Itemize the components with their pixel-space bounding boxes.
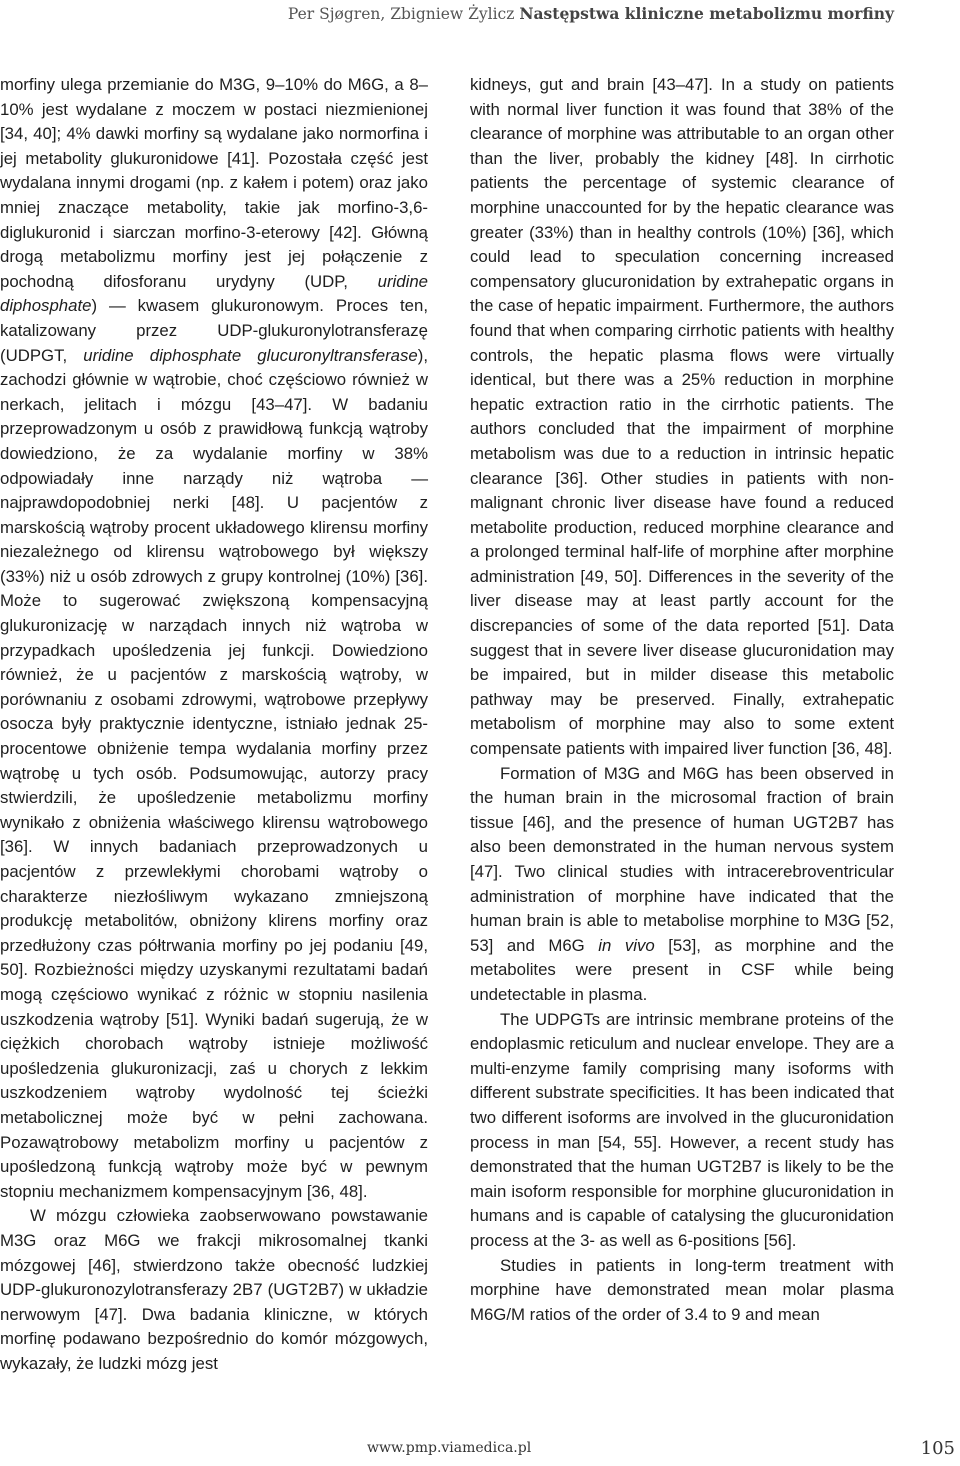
left-p1-italic-2: uridine diphosphate glucuronyltransferase <box>83 345 418 365</box>
left-paragraph-2: W mózgu człowieka zaobserwowano powstawanie M3G oraz M6G we frakcji mikrosomalnej tkanki mózgowej [46], stwierdzono także obecność ludzkiej UDP-glukuronozylotransferazy 2B7 (UGT2B7) w układzie nerwowym [47]. Dwa badania kliniczne, w których morfinę podawano bezpośrednio do komór mózgowych, wykazały, że ludzki mózg jest <box>0 1206 428 1373</box>
right-paragraph-2 <box>470 762 894 1008</box>
right-p2-text-b: [53], as morphine and the metabolites were present in CSF while being undetectable in plasma. <box>470 935 894 1004</box>
left-paragraph-1 <box>0 73 428 1204</box>
page-number: 105 <box>920 1438 955 1459</box>
header-authors: Per Sjøgren, Zbigniew Żylicz <box>287 5 515 23</box>
left-p1-text-b: ) — kwasem glukuronowym. Proces ten, katalizowany przez UDP-glukuronylotransferazę (UDPGT, <box>0 296 428 365</box>
right-paragraph-3: The UDPGTs are intrinsic membrane proteins of the endoplasmic reticulum and nuclear envelope. They are a multi-enzyme family comprising many isoforms with different substrate specificities. It has been indicated that two different isoforms are involved in the glucuronidation process in man [54, 55]. However, a recent study has demonstrated that the human UGT2B7 is likely to be the main isoform responsible for morphine glucuronidation in humans and is capable of catalysing the glucuronidation process at the 3- as well as 6-positions [56]. <box>470 1009 894 1250</box>
right-paragraph-1: kidneys, gut and brain [43–47]. In a study on patients with normal liver function it was found that 38% of the clearance of morphine was attributable to an organ other than the liver, probably the kidney [48]. In cirrhotic patients the percentage of systemic clearance of morphine unaccounted for by the hepatic clearance was greater (33%) than in healthy controls (10%) [36], which could lead to speculation concerning increased compensatory glucuronidation by extrahepatic organs in the case of hepatic impairment. Furthermore, the authors found that when comparing cirrhotic patients with healthy controls, the hepatic plasma flows were virtually identical, but there was a 25% reduction in morphine hepatic extraction ratio in the cirrhotic patients. The authors concluded that the impairment of morphine metabolism was due to a reduction in intrinsic hepatic clearance [36]. Other studies in patients with non-malignant chronic liver disease have found a reduced metabolite production, reduced morphine clearance and a prolonged terminal half-life of morphine after morphine administration [49, 50]. Differences in the severity of the liver disease may at least partly account for the discrepancies of some of the data reported [51]. Data suggest that in severe liver disease glucuronidation may be impaired, but in milder disease this metabolic pathway may be preserved. Finally, extrahepatic metabolism of morphine may also to some extent compensate patients with impaired liver function [36, 48]. <box>470 75 894 759</box>
footer-url[interactable]: www.pmp.viamedica.pl <box>367 1440 532 1456</box>
right-p2-text-a: Formation of M3G and M6G has been observed in the human brain in the microsomal fraction of brain tissue [46], and the presence of human UGT2B7 has also been demonstrated in the human nervous system [47]. Two clinical studies with intracerebroventricular administration of morphine have indicated that the human brain is able to metabolise morphine to M3G [52, 53] and M6G <box>470 763 894 955</box>
left-p1-text-c: ), zachodzi głównie w wątrobie, choć częściowo również w nerkach, jelitach i mózgu [43–47]. W badaniu przeprowadzonym u osób z prawidłową funkcją wątroby dowiedziono, że za wydalanie morfiny w 38% odpowiadały inne narządy niż wątroba — najprawdopodobniej nerki [48]. U pacjentów z marskością wątroby procent układowego klirensu morfiny niezależnego od klirensu wątrobowego był większy (33%) niż u osób zdrowych z grupy kontrolnej (10%) [36]. Może to sugerować zwiększoną kompensacyjną glukuronizację w narządach innych niż wątroba w przypadkach upośledzenia jej funkcji. Dowiedziono również, że u pacjentów z marskością wątroby, w porównaniu z osobami zdrowymi, wątrobowe przepływy osocza były praktycznie identyczne, istniało jednak 25-procentowe obniżenie tempa wydalania morfiny przez wątrobę u tych osób. Podsumowując, autorzy pracy stwierdzili, że upośledzenie metabolizmu morfiny wynikało z obniżenia właściwego klirensu wątrobowego [36]. W innych badaniach przeprowadzonych u pacjentów z przewlekłymi chorobami wątroby o charakterze niezłośliwym wykazano zmniejszoną produkcję metabolitów, obniżony klirens morfiny oraz przedłużony czas półtrwania morfiny po jej podaniu [49, 50]. Rozbieżności między uzyskanymi rezultatami badań mogą częściowo wynikać z różnic w stopniu nasilenia uszkodzenia wątroby [51]. Wyniki badań sugerują, że w ciężkich chorobach wątroby istnieje możliwość upośledzenia glukuronizacji, zaś u chorych z lekkim uszkodzeniem wątroby wydolność tej ścieżki metabolicznej może być w pełni zachowana. Pozawątrobowy metabolizm morfiny u pacjentów z upośledzoną funkcją wątroby może być w pewnym stopniu mechanizmem kompensacyjnym [36, 48]. <box>0 345 428 1201</box>
header-title: Następstwa kliniczne metabolizmu morfiny <box>519 4 894 23</box>
running-header <box>288 4 894 23</box>
left-p1-text-a: morfiny ulega przemianie do M3G, 9–10% do M6G, a 8–10% jest wydalane z moczem w postaci niezmienionej [34, 40]; 4% dawki morfiny są wydalane jako normorfina i jej metabolity glukuronidowe [41]. Pozostała część jest wydalana innymi drogami (np. z kałem i potem) oraz jako mniej znaczące metabolity, takie jak morfino-3,6-diglukuronid i siarczan morfino-3-eterowy [42]. Główną drogą metabolizmu morfiny jest jej połączenie z pochodną difosforanu urydyny (UDP, <box>0 75 428 291</box>
right-paragraph-4: Studies in patients in long-term treatment with morphine have demonstrated mean molar plasma M6G/M ratios of the order of 3.4 to 9 and mean <box>470 1255 894 1324</box>
left-p1-italic-1: uridine diphosphate <box>0 271 429 316</box>
right-p2-italic: in vivo <box>598 935 655 955</box>
right-column <box>470 73 894 1327</box>
left-column <box>0 73 428 1376</box>
